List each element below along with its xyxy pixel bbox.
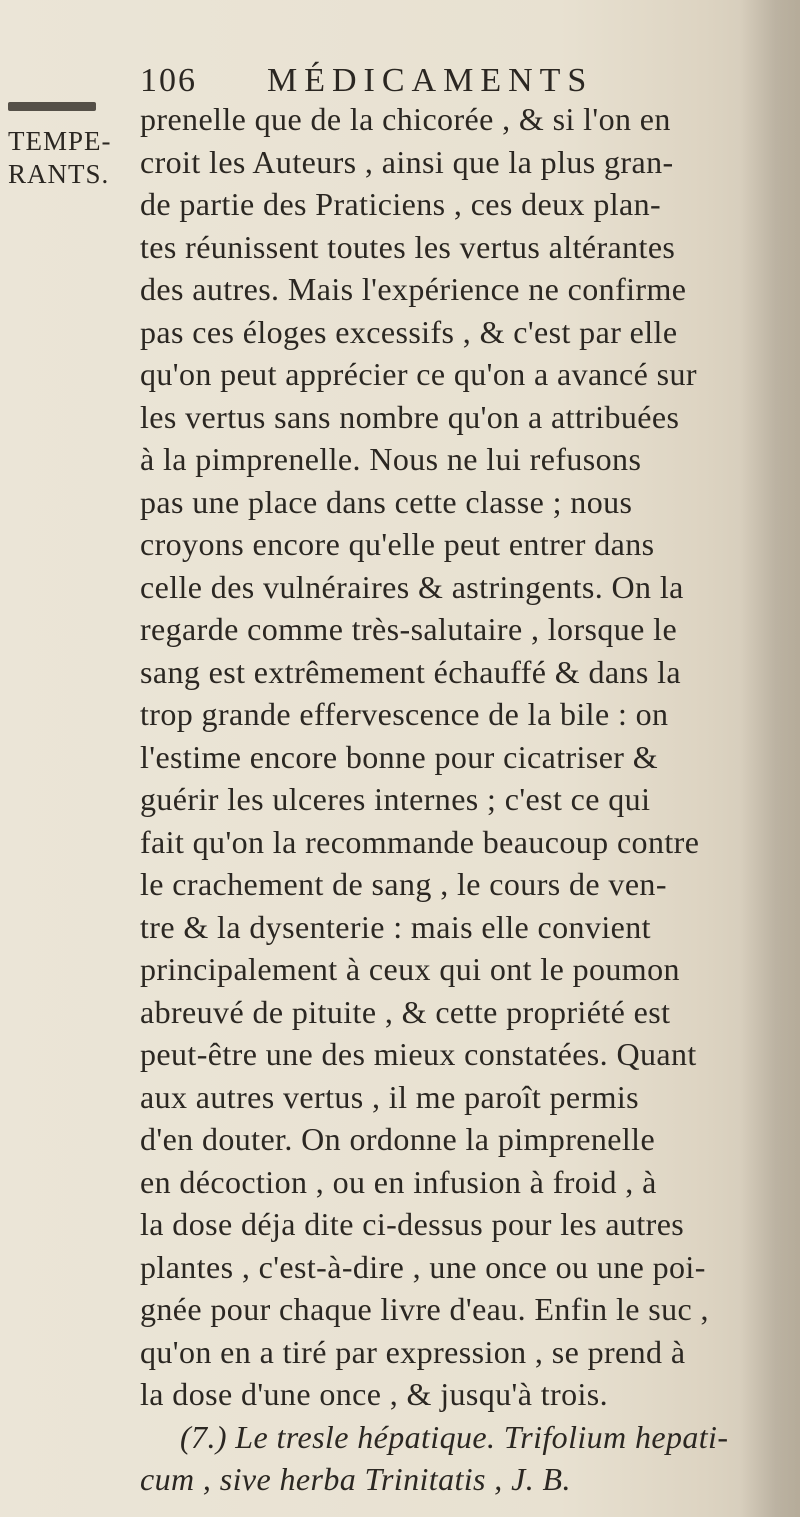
margin-label-line-1: TEMPE- (8, 126, 112, 156)
entry-heading-line-1: (7.) Le tresle hépatique. Trifolium hepati- (180, 1418, 729, 1455)
text-line: abreuvé de pituite , & cette propriété est (140, 993, 671, 1030)
text-line: qu'on en a tiré par expression , se prend à (140, 1333, 686, 1370)
page-number: 106 (140, 62, 197, 99)
text-line: la dose d'une once , & jusqu'à trois. (140, 1376, 609, 1412)
margin-label-line-2: RANTS. (8, 159, 110, 189)
text-line: peut-être une des mieux constatées. Quant (140, 1036, 697, 1072)
text-line: d'en douter. On ordonne la pimprenelle (140, 1121, 656, 1157)
page-header (140, 62, 593, 102)
margin-note (8, 98, 112, 191)
text-line: trop grande effervescence de la bile : on (140, 696, 669, 732)
text-line: en décoction , ou en infusion à froid , à (140, 1163, 657, 1200)
text-line: aux autres vertus , il me paroît permis (140, 1078, 640, 1115)
text-line: croyons encore qu'elle peut entrer dans (140, 526, 655, 562)
text-line: les vertus sans nombre qu'on a attribuées (140, 398, 680, 435)
margin-rule (8, 102, 96, 111)
text-line: croit les Auteurs , ainsi que la plus gran- (140, 143, 674, 180)
text-line: pas ces éloges excessifs , & c'est par elle (140, 313, 678, 350)
text-line: pas une place dans cette classe ; nous (140, 483, 633, 520)
text-line: gnée pour chaque livre d'eau. Enfin le suc , (140, 1291, 709, 1327)
text-line: tre & la dysenterie : mais elle convient (140, 908, 651, 945)
text-line: prenelle que de la chicorée , & si l'on en (140, 101, 671, 137)
text-line: le crachement de sang , le cours de ven- (140, 866, 667, 902)
entry-heading-line-2: cum , sive herba Trinitatis , J. B. (140, 1461, 571, 1497)
text-line: la dose déja dite ci-dessus pour les autres (140, 1206, 685, 1242)
text-line: qu'on peut apprécier ce qu'on a avancé sur (140, 356, 697, 392)
text-line: à la pimprenelle. Nous ne lui refusons (140, 441, 642, 477)
text-line: guérir les ulceres internes ; c'est ce qui (140, 781, 651, 817)
text-line: sang est extrêmement échauffé & dans la (140, 653, 682, 690)
text-line: regarde comme très-salutaire , lorsque le (140, 611, 678, 647)
text-line: de partie des Praticiens , ces deux plan- (140, 186, 662, 222)
text-line: principalement à ceux qui ont le poumon (140, 951, 680, 987)
body-text (140, 98, 760, 1501)
text-line: plantes , c'est-à-dire , une once ou une poi- (140, 1248, 706, 1285)
text-line: des autres. Mais l'expérience ne confirme (140, 271, 687, 307)
text-line: tes réunissent toutes les vertus altérantes (140, 228, 676, 265)
running-head: MÉDICAMENTS (267, 62, 594, 99)
text-line: fait qu'on la recommande beaucoup contre (140, 823, 700, 860)
text-line: celle des vulnéraires & astringents. On la (140, 568, 684, 605)
text-line: l'estime encore bonne pour cicatriser & (140, 738, 659, 775)
